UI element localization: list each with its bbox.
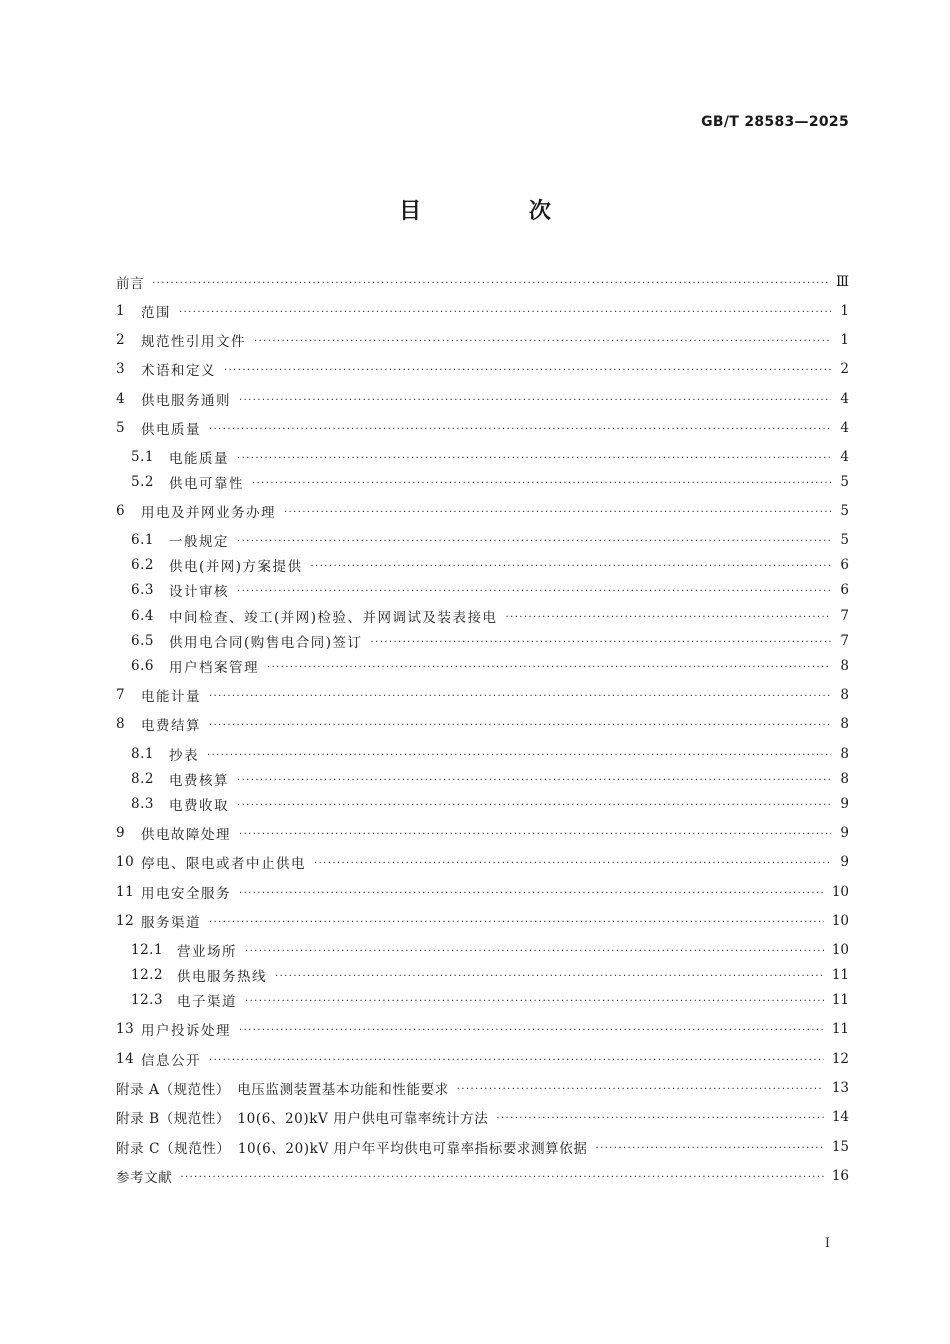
toc-entry-page: 11: [831, 1021, 849, 1037]
toc-entry[interactable]: [116, 604, 849, 628]
toc-entry-page: 5: [840, 532, 849, 548]
toc-entry[interactable]: [116, 578, 849, 602]
toc-entry-number: 2: [116, 332, 126, 348]
toc-entry-page: 7: [840, 633, 849, 649]
toc-entry-page: 6: [840, 557, 849, 573]
toc-entry-number: 3: [116, 361, 126, 377]
toc-entry[interactable]: [116, 328, 849, 352]
toc-entry-label: 用电及并网业务办理: [141, 505, 276, 521]
toc-entry-label: 供电质量: [141, 422, 201, 438]
dot-leader: [252, 478, 831, 489]
toc-entry-page: 1: [840, 303, 849, 319]
toc-entry-label: 中间检查、竣工(并网)检验、并网调试及装表接电: [169, 610, 498, 626]
toc-entry-page: 1: [840, 332, 849, 348]
toc-entry-number: 6.3: [131, 582, 154, 598]
toc-entry[interactable]: [116, 553, 849, 577]
toc-entry-number: 14: [116, 1051, 135, 1067]
toc-entry-page: 8: [840, 658, 849, 674]
toc-entry-page: 10: [831, 942, 849, 958]
toc-entry-page: 11: [831, 967, 849, 983]
dot-leader: [371, 637, 831, 648]
toc-entry[interactable]: [116, 499, 849, 523]
toc-entry-page: 5: [840, 474, 849, 490]
toc-entry-number: 12: [116, 913, 135, 929]
toc-entry-label: 用户投诉处理: [141, 1023, 231, 1039]
toc-entry-label: 参考文献: [116, 1170, 173, 1186]
toc-entry-label: 电能计量: [141, 689, 201, 705]
toc-entry-page: 9: [840, 796, 849, 812]
toc-entry[interactable]: [116, 1135, 849, 1159]
toc-entry[interactable]: [116, 1047, 849, 1071]
toc-entry[interactable]: [116, 909, 849, 933]
dot-leader: [180, 1172, 823, 1183]
toc-entry-label: 供电故障处理: [141, 827, 231, 843]
dot-leader: [457, 1084, 824, 1095]
toc-entry-number: 13: [116, 1021, 135, 1037]
toc-entry[interactable]: [116, 528, 849, 552]
toc-entry-page: 6: [840, 582, 849, 598]
toc-entry-label: 供电可靠性: [169, 476, 244, 492]
dot-leader: [209, 1055, 824, 1066]
toc-entry-number: 6.5: [131, 633, 154, 649]
dot-leader: [314, 858, 831, 869]
toc-entry-label: 供电(并网)方案提供: [169, 559, 303, 575]
toc-entry[interactable]: [116, 629, 849, 653]
dot-leader: [275, 971, 824, 982]
toc-entry-page: 12: [831, 1051, 849, 1067]
toc-entry[interactable]: [116, 470, 849, 494]
toc-entry-label: 一般规定: [169, 534, 229, 550]
toc-entry[interactable]: [116, 963, 849, 987]
toc-entry-label: 前言: [116, 276, 145, 292]
toc-entry-label: 电费收取: [169, 798, 229, 814]
toc-entry-page: 8: [840, 746, 849, 762]
toc-entry-label: 供用电合同(购售电合同)签订: [169, 635, 363, 651]
page-number: I: [824, 1236, 830, 1251]
toc-entry-page: 2: [840, 361, 849, 377]
toc-entry-page: 13: [831, 1080, 849, 1096]
toc-entry-page: 10: [831, 913, 849, 929]
toc-entry-number: 8.3: [131, 796, 154, 812]
toc-entry-label: 停电、限电或者中止供电: [141, 856, 306, 872]
toc-entry-number: 12.3: [131, 992, 164, 1008]
toc-entry-label: 电费核算: [169, 773, 229, 789]
toc-entry-label: 范围: [141, 305, 171, 321]
toc-entry[interactable]: [116, 988, 849, 1012]
dot-leader: [209, 424, 831, 435]
dot-leader: [224, 365, 831, 376]
toc-entry-label: 附录 B（规范性） 10(6、20)kV 用户供电可靠率统计方法: [116, 1111, 489, 1127]
toc-entry[interactable]: [116, 792, 849, 816]
toc-entry-number: 8.1: [131, 746, 154, 762]
toc-entry-number: 6.1: [131, 532, 154, 548]
toc-entry-label: 供电服务热线: [177, 969, 267, 985]
toc-entry[interactable]: [116, 1105, 849, 1129]
toc-entry[interactable]: [116, 938, 849, 962]
dot-leader: [209, 720, 831, 731]
toc-entry-page: 4: [840, 420, 849, 436]
toc-entry[interactable]: [116, 850, 849, 874]
dot-leader: [284, 507, 831, 518]
dot-leader: [207, 750, 831, 761]
toc-entry-number: 6.2: [131, 557, 154, 573]
toc-entry-label: 服务渠道: [141, 915, 201, 931]
toc-entry-label: 电子渠道: [177, 994, 237, 1010]
toc-entry[interactable]: [116, 416, 849, 440]
page-title: 目 次: [399, 199, 601, 224]
toc-entry[interactable]: [116, 1017, 849, 1041]
toc-entry[interactable]: [116, 742, 849, 766]
dot-leader: [245, 996, 824, 1007]
toc-entry-number: 10: [116, 854, 135, 870]
toc-entry-number: 6: [116, 503, 126, 519]
toc-entry-page: 9: [840, 854, 849, 870]
dot-leader: [237, 586, 831, 597]
toc-entry-label: 信息公开: [141, 1053, 201, 1069]
toc-entry[interactable]: [116, 712, 849, 736]
dot-leader: [179, 307, 831, 318]
toc-entry-label: 电能质量: [169, 451, 229, 467]
toc-entry-label: 附录 A（规范性） 电压监测装置基本功能和性能要求: [116, 1082, 449, 1098]
toc-entry[interactable]: [116, 1164, 849, 1188]
toc-entry-number: 7: [116, 687, 126, 703]
toc-entry-number: 5: [116, 420, 126, 436]
dot-leader: [267, 662, 831, 673]
toc-entry-label: 供电服务通则: [141, 393, 231, 409]
toc-entry-page: Ⅲ: [835, 274, 849, 290]
toc-entry-page: 4: [840, 449, 849, 465]
dot-leader: [209, 691, 831, 702]
standard-number: GB/T 28583—2025: [701, 114, 849, 130]
toc-entry-label: 营业场所: [177, 944, 237, 960]
toc-entry[interactable]: [116, 767, 849, 791]
dot-leader: [311, 561, 831, 572]
toc-entry-number: 11: [116, 884, 135, 900]
toc-entry[interactable]: [116, 683, 849, 707]
toc-entry-page: 16: [831, 1168, 849, 1184]
dot-leader: [496, 1113, 823, 1124]
dot-leader: [595, 1143, 823, 1154]
toc-entry-number: 8: [116, 716, 126, 732]
toc-entry[interactable]: [116, 445, 849, 469]
toc-entry[interactable]: [116, 270, 849, 294]
toc-entry-number: 5.2: [131, 474, 154, 490]
toc-entry[interactable]: [116, 1076, 849, 1100]
toc-entry-number: 6.4: [131, 608, 154, 624]
toc-entry-page: 8: [840, 716, 849, 732]
toc-entry-page: 8: [840, 687, 849, 703]
toc-entry-number: 8.2: [131, 771, 154, 787]
dot-leader: [245, 946, 824, 957]
toc-entry-label: 抄表: [169, 748, 199, 764]
dot-leader: [239, 395, 831, 406]
toc-entry-page: 8: [840, 771, 849, 787]
toc-entry[interactable]: [116, 299, 849, 323]
toc-entry[interactable]: [116, 357, 849, 381]
dot-leader: [152, 278, 828, 289]
dot-leader: [209, 917, 824, 928]
toc-entry-number: 9: [116, 825, 126, 841]
toc-entry-number: 1: [116, 303, 126, 319]
toc-entry-label: 设计审核: [169, 584, 229, 600]
dot-leader: [239, 829, 831, 840]
dot-leader: [506, 612, 831, 623]
toc-entry-page: 4: [840, 391, 849, 407]
toc-entry-label: 用电安全服务: [141, 886, 231, 902]
toc-entry-page: 14: [831, 1109, 849, 1125]
toc-entry-number: 5.1: [131, 449, 154, 465]
toc-entry-label: 规范性引用文件: [141, 334, 246, 350]
toc-entry-number: 4: [116, 391, 126, 407]
toc-entry-page: 15: [831, 1139, 849, 1155]
toc-entry-page: 9: [840, 825, 849, 841]
toc-entry[interactable]: [116, 654, 849, 678]
toc-entry-page: 11: [831, 992, 849, 1008]
dot-leader: [237, 453, 831, 464]
toc-entry-label: 附录 C（规范性） 10(6、20)kV 用户年平均供电可靠率指标要求测算依据: [116, 1141, 588, 1157]
dot-leader: [237, 800, 831, 811]
toc-entry[interactable]: [116, 387, 849, 411]
dot-leader: [239, 1025, 824, 1036]
dot-leader: [254, 336, 831, 347]
toc-entry-label: 术语和定义: [141, 363, 216, 379]
toc-entry-page: 5: [840, 503, 849, 519]
toc-entry-number: 6.6: [131, 658, 154, 674]
dot-leader: [239, 888, 824, 899]
toc-entry-page: 7: [840, 608, 849, 624]
dot-leader: [237, 536, 831, 547]
toc-entry-page: 10: [831, 884, 849, 900]
toc-entry-label: 用户档案管理: [169, 660, 259, 676]
toc-entry[interactable]: [116, 821, 849, 845]
toc-entry-label: 电费结算: [141, 718, 201, 734]
dot-leader: [237, 775, 831, 786]
toc-entry-number: 12.2: [131, 967, 164, 983]
toc-entry-number: 12.1: [131, 942, 164, 958]
toc-entry[interactable]: [116, 880, 849, 904]
